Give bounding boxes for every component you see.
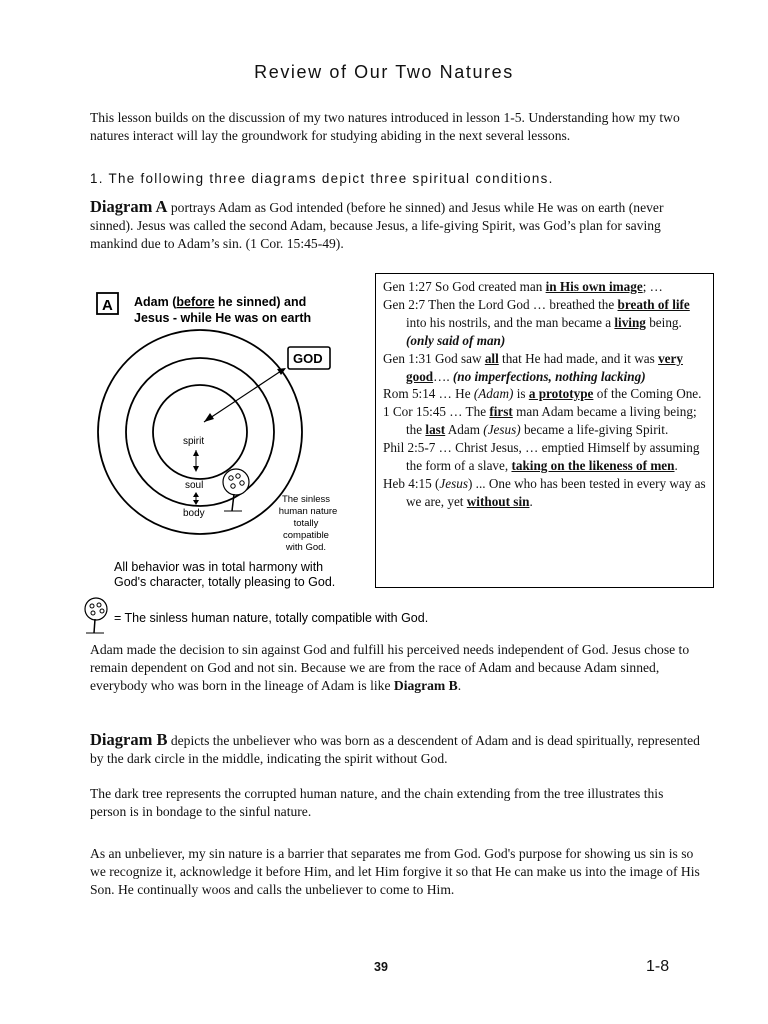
verse-text: …. bbox=[433, 368, 453, 384]
verse-text: of the Coming One. bbox=[593, 386, 702, 402]
diagram-a-heading: Diagram A bbox=[90, 197, 168, 216]
page-title: Review of Our Two Natures bbox=[254, 62, 514, 82]
arrowhead-spirit-icon bbox=[204, 413, 214, 422]
verse-emphasis: living bbox=[614, 314, 646, 330]
verse-emphasis: very good bbox=[406, 350, 683, 384]
verse-emphasis: without sin bbox=[466, 493, 530, 509]
verse-text: Gen 1:31 God saw bbox=[383, 350, 485, 366]
verse-phil-2-5 bbox=[383, 439, 706, 475]
adam-text-end: . bbox=[457, 678, 462, 693]
verse-gen-1-31 bbox=[383, 350, 706, 386]
legend-tree-icon bbox=[85, 598, 107, 633]
verse-text: Rom 5:14 … He bbox=[383, 386, 474, 402]
verse-text: ) ... One who has been tested in every way as we are, yet bbox=[406, 475, 706, 509]
legend-text: = The sinless human nature, totally compatible with God. bbox=[114, 611, 429, 625]
verse-text: 1 Cor 15:45 … The bbox=[383, 404, 490, 420]
diagram-a-figure bbox=[96, 285, 364, 590]
figure-caption-line1 bbox=[134, 295, 306, 309]
tree-label-1: The sinless bbox=[281, 494, 331, 505]
figure-bottom-line2: God's character, totally pleasing to God. bbox=[114, 575, 336, 589]
intro-paragraph: This lesson builds on the discussion of my two natures introduced in lesson 1-5. Understanding how my two natures interact will lay the groundwork for studying abiding in the next several lessons. bbox=[90, 110, 680, 143]
verse-emphasis: in His own image bbox=[545, 279, 643, 294]
tree-legend bbox=[76, 597, 476, 637]
arrowhead-down-icon bbox=[193, 466, 199, 472]
verse-emphasis: last bbox=[425, 422, 446, 438]
verse-text: Adam bbox=[445, 422, 484, 438]
body-label: body bbox=[183, 508, 205, 519]
verse-text: that He had made, and it was bbox=[498, 350, 659, 366]
verse-italic: Jesus bbox=[439, 475, 468, 491]
verse-emphasis: first bbox=[489, 404, 513, 420]
figure-caption-line2: Jesus - while He was on earth bbox=[134, 311, 312, 325]
scripture-box bbox=[375, 273, 714, 588]
diagram-a-text: portrays Adam as God intended (before he sinned) and Jesus while He was on earth (never sinned). Jesus was called the second Adam, because Jesus, a life-giving Spirit, was God’s plan for saving mankind due to Adam’s sin. (1 Cor. 15:45-49). bbox=[90, 200, 664, 251]
outer-circle-body bbox=[98, 330, 302, 534]
verse-emphasis: all bbox=[484, 350, 499, 366]
unbeliever-paragraph: As an unbeliever, my sin nature is a barrier that separates me from God. God's purpose for showing us sin is so we recognize it, acknowledge it before Him, and let Him forgive it so that He can make us into the image of His Son. He continually woos and calls the unbeliever to come to Him. bbox=[90, 846, 700, 897]
arrowhead-down2-icon bbox=[193, 500, 199, 505]
arrowhead-up-icon bbox=[193, 450, 199, 456]
question-1: 1. The following three diagrams depict three spiritual conditions. bbox=[90, 171, 554, 186]
verse-text: Heb 4:15 ( bbox=[383, 475, 440, 491]
diagram-b-text: depicts the unbeliever who was born as a descendent of Adam and is dead spiritually, represented by the dark circle in the middle, indicating the spirit without God. bbox=[90, 733, 700, 766]
adam-text: Adam made the decision to sin against God and fulfill his perceived needs independent of God. Jesus chose to remain dependent on God and not sin. Because we are from the race of Adam and because Adam sinned, everybody who was born in the lineage of Adam is like bbox=[90, 642, 690, 693]
dark-tree-paragraph: The dark tree represents the corrupted human nature, and the chain extending from the tree illustrates this person is in bondage to the sinful nature. bbox=[90, 786, 664, 819]
diagram-b-heading: Diagram B bbox=[90, 730, 168, 749]
tree-label-5: with God. bbox=[285, 542, 327, 553]
verse-emphasis: a prototype bbox=[528, 386, 594, 402]
figure-label: A bbox=[102, 297, 113, 314]
verse-emphasis: taking on the likeness of men bbox=[511, 458, 675, 474]
verse-text: being. bbox=[645, 314, 682, 330]
god-label: GOD bbox=[293, 351, 323, 366]
verse-rom-5-14 bbox=[383, 385, 706, 403]
tree-label-2: human nature bbox=[278, 506, 338, 517]
verse-gen-2-7 bbox=[383, 296, 706, 350]
inner-circle-spirit bbox=[153, 385, 247, 479]
verse-heb-4-15 bbox=[383, 475, 706, 511]
verse-1cor-15-45 bbox=[383, 403, 706, 439]
verse-note: (no imperfections, nothing lacking) bbox=[452, 368, 646, 384]
verse-text: Gen 2:7 Then the Lord God … breathed the bbox=[383, 296, 618, 312]
diagram-a-paragraph bbox=[90, 198, 700, 253]
verse-emphasis: breath of life bbox=[617, 296, 690, 312]
soul-label: soul bbox=[185, 480, 204, 491]
verse-italic: (Jesus) bbox=[483, 422, 521, 438]
verse-gen-1-27 bbox=[383, 278, 706, 296]
verse-text: is bbox=[513, 386, 529, 402]
caption-before: before bbox=[176, 295, 215, 309]
caption-suffix: he sinned) and bbox=[214, 295, 307, 309]
figure-bottom-line1: All behavior was in total harmony with bbox=[114, 560, 324, 574]
page-number: 39 bbox=[374, 960, 388, 974]
verse-text: became a life-giving Spirit. bbox=[520, 422, 669, 438]
verse-text: ; … bbox=[642, 279, 663, 294]
diagram-b-paragraph bbox=[90, 731, 700, 768]
tree-label-4: compatible bbox=[283, 530, 329, 541]
verse-text: . bbox=[529, 493, 533, 509]
arrowhead-up2-icon bbox=[193, 492, 199, 497]
sinless-tree-icon bbox=[223, 469, 249, 511]
caption-prefix: Adam ( bbox=[134, 295, 177, 309]
verse-text: into his nostrils, and the man became a bbox=[406, 314, 615, 330]
adam-paragraph bbox=[90, 641, 700, 695]
verse-text: Gen 1:27 So God created man bbox=[383, 279, 546, 294]
verse-text: . bbox=[674, 458, 678, 474]
verse-note: (only said of man) bbox=[406, 332, 506, 348]
verse-italic: (Adam) bbox=[473, 386, 514, 402]
verse-text: man Adam became a living being; the bbox=[406, 404, 697, 438]
spirit-label: spirit bbox=[183, 436, 205, 447]
adam-diagram-ref: Diagram B bbox=[393, 678, 458, 693]
verse-text: Phil 2:5-7 … Christ Jesus, … emptied Himself by assuming the form of a slave, bbox=[383, 440, 700, 474]
tree-label-3: totally bbox=[293, 518, 319, 529]
lesson-number: 1-8 bbox=[646, 958, 670, 975]
